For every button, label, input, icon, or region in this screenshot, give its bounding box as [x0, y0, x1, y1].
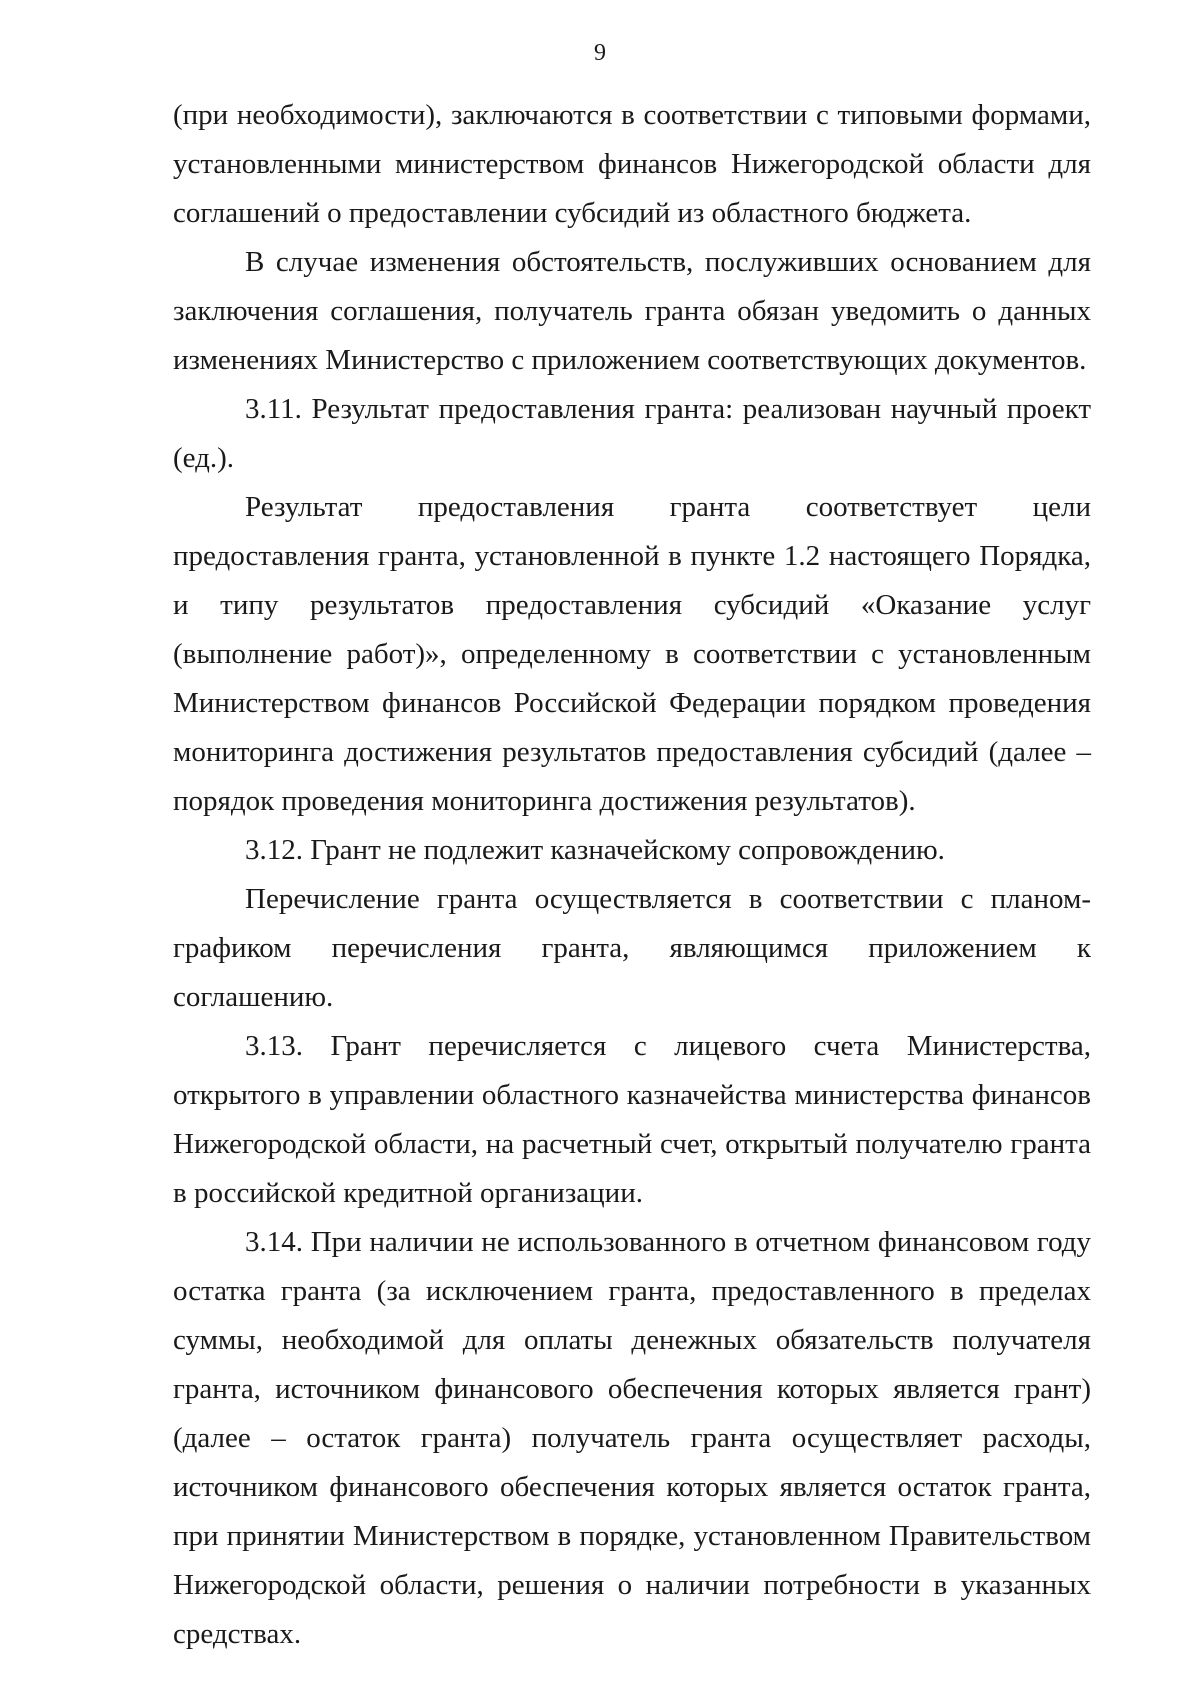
- paragraph-3-14: 3.14. При наличии не использованного в отчетном финансовом году остатка гранта (за исключением гранта, предоставленного в пределах суммы, необходимой для оплаты денежных обязательств получателя гранта, источником финансового обеспечения которых является грант) (далее – остаток гранта) получатель гранта осуществляет расходы, источником финансового обеспечения которых является остаток гранта, при принятии Министерством в порядке, установленном Правительством Нижегородской области, решения о наличии потребности в указанных средствах.: [173, 1226, 1091, 1650]
- paragraph-3-11: 3.11. Результат предоставления гранта: реализован научный проект (ед.).: [173, 393, 1091, 474]
- paragraph-circumstances-change: В случае изменения обстоятельств, послуживших основанием для заключения соглашения, получатель гранта обязан уведомить о данных изменениях Министерство с приложением соответствующих документов.: [173, 246, 1091, 376]
- paragraph-transfer-schedule: Перечисление гранта осуществляется в соответствии с планом-графиком перечисления гранта, являющимся приложением к соглашению.: [173, 883, 1091, 1013]
- paragraph-continuation: (при необходимости), заключаются в соответствии с типовыми формами, установленными министерством финансов Нижегородской области для соглашений о предоставлении субсидий из областного бюджета.: [173, 99, 1091, 229]
- document-body: [173, 91, 1091, 1659]
- page-number: 9: [594, 40, 606, 66]
- paragraph-3-12: 3.12. Грант не подлежит казначейскому сопровождению.: [245, 834, 945, 866]
- paragraph-3-13: 3.13. Грант перечисляется с лицевого счета Министерства, открытого в управлении областного казначейства министерства финансов Нижегородской области, на расчетный счет, открытый получателю гранта в российской кредитной организации.: [173, 1030, 1091, 1209]
- paragraph-grant-result: Результат предоставления гранта соответствует цели предоставления гранта, установленной в пункте 1.2 настоящего Порядка, и типу результатов предоставления субсидий «Оказание услуг (выполнение работ)», определенному в соответствии с установленным Министерством финансов Российской Федерации порядком проведения мониторинга достижения результатов предоставления субсидий (далее – порядок проведения мониторинга достижения результатов).: [173, 491, 1091, 817]
